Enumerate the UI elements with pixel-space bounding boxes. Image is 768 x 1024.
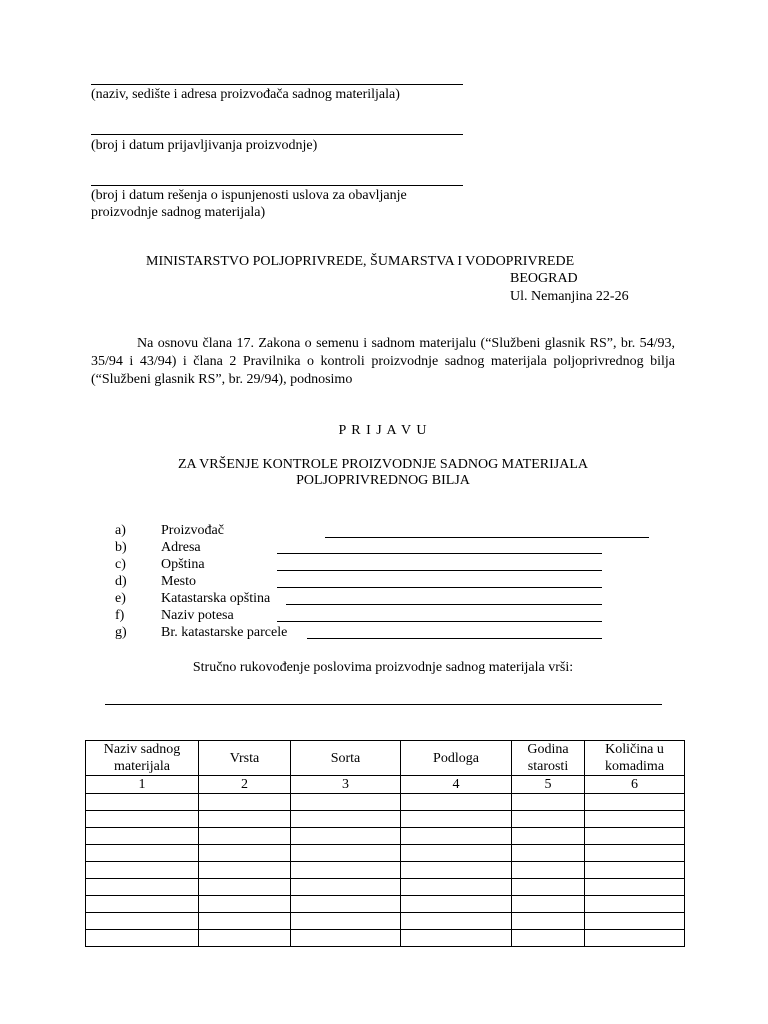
form-row-letter: d) [115, 574, 127, 589]
form-row-label: Naziv potesa [161, 608, 234, 623]
form-subtitle-line-2: POLJOPRIVREDNOG BILJA [296, 473, 470, 488]
form-row-letter: e) [115, 591, 126, 606]
table-cell[interactable] [585, 930, 685, 947]
table-row [86, 862, 685, 879]
form-row-letter: g) [115, 625, 127, 640]
col-number: 2 [199, 776, 291, 794]
table-row [86, 913, 685, 930]
table-cell[interactable] [401, 828, 512, 845]
table-cell[interactable] [585, 862, 685, 879]
table-row [86, 879, 685, 896]
table-number-row [86, 776, 685, 794]
producer-name-line[interactable] [91, 84, 463, 85]
table-cell[interactable] [401, 896, 512, 913]
table-cell[interactable] [585, 845, 685, 862]
table-cell[interactable] [86, 862, 199, 879]
table-cell[interactable] [86, 879, 199, 896]
form-row-letter: f) [115, 608, 125, 623]
form-row-letter: b) [115, 540, 127, 555]
col-header-type: Vrsta [199, 741, 291, 776]
table-cell[interactable] [585, 879, 685, 896]
form-row-address [115, 539, 615, 556]
form-subtitle-line-1: ZA VRŠENJE KONTROLE PROIZVODNJE SADNOG MATERIJALA [177, 457, 589, 472]
table-cell[interactable] [401, 845, 512, 862]
management-label: Stručno rukovođenje poslovima proizvodnje sadnog materijala vrši: [192, 660, 574, 675]
address-field-line[interactable] [277, 553, 602, 554]
col-number: 3 [291, 776, 401, 794]
table-cell[interactable] [585, 896, 685, 913]
form-row-label: Adresa [161, 540, 201, 555]
form-title: P R I J A V U [338, 423, 428, 438]
table-cell[interactable] [291, 879, 401, 896]
table-body [86, 794, 685, 947]
col-header-variety: Sorta [291, 741, 401, 776]
table-cell[interactable] [86, 828, 199, 845]
table-row [86, 828, 685, 845]
table-cell[interactable] [401, 913, 512, 930]
table-cell[interactable] [512, 845, 585, 862]
planting-material-table [85, 740, 685, 947]
form-row-letter: c) [115, 557, 126, 572]
table-cell[interactable] [585, 811, 685, 828]
table-cell[interactable] [291, 811, 401, 828]
ministry-name: MINISTARSTVO POLJOPRIVREDE, ŠUMARSTVA I VODOPRIVREDE [146, 254, 575, 269]
registration-number-line[interactable] [91, 134, 463, 135]
table-cell[interactable] [199, 913, 291, 930]
table-cell[interactable] [86, 811, 199, 828]
producer-name-caption: (naziv, sedište i adresa proizvođača sadnog materiljala) [91, 87, 400, 102]
table-cell[interactable] [401, 811, 512, 828]
decision-number-caption-line-2: proizvodnje sadnog materijala) [91, 205, 266, 220]
table-cell[interactable] [291, 913, 401, 930]
table-cell[interactable] [512, 896, 585, 913]
form-row-letter: a) [115, 523, 126, 538]
table-cell[interactable] [401, 879, 512, 896]
form-row-producer [115, 522, 655, 539]
table-cell[interactable] [585, 794, 685, 811]
table-cell[interactable] [401, 794, 512, 811]
table-cell[interactable] [86, 794, 199, 811]
table-cell[interactable] [512, 879, 585, 896]
table-cell[interactable] [585, 828, 685, 845]
table-cell[interactable] [512, 828, 585, 845]
table-cell[interactable] [199, 845, 291, 862]
table-cell[interactable] [401, 862, 512, 879]
table-row [86, 930, 685, 947]
table-cell[interactable] [199, 879, 291, 896]
table-cell[interactable] [199, 930, 291, 947]
form-row-place [115, 573, 615, 590]
form-row-label: Br. katastarske parcele [161, 625, 288, 640]
table-cell[interactable] [291, 828, 401, 845]
table-row [86, 811, 685, 828]
parcel-number-field-line[interactable] [307, 638, 602, 639]
table-cell[interactable] [199, 811, 291, 828]
table-cell[interactable] [512, 930, 585, 947]
cadastral-municipality-field-line[interactable] [286, 604, 602, 605]
form-row-label: Proizvođač [161, 523, 224, 538]
site-name-field-line[interactable] [277, 621, 602, 622]
ministry-address: Ul. Nemanjina 22-26 [510, 289, 629, 304]
table-row [86, 845, 685, 862]
table-cell[interactable] [291, 930, 401, 947]
col-header-quantity: Količina u komadima [585, 741, 685, 776]
table-cell[interactable] [512, 862, 585, 879]
table-cell[interactable] [86, 845, 199, 862]
table-cell[interactable] [199, 828, 291, 845]
decision-number-caption-line-1: (broj i datum rešenja o ispunjenosti uslova za obavljanje [91, 188, 407, 203]
form-row-site-name [115, 607, 615, 624]
table-cell[interactable] [199, 794, 291, 811]
table-cell[interactable] [86, 913, 199, 930]
intro-paragraph: Na osnovu člana 17. Zakona o semenu i sadnom materijalu (“Službeni glasnik RS”, br. 54/93, 35/94 i 43/94) i člana 2 Pravilnika o kontroli proizvodnje sadnog materijala poljoprivrednog bilja (“Službeni glasnik RS”, br. 29/94), podnosimo [91, 336, 675, 387]
table-cell[interactable] [512, 913, 585, 930]
table-cell[interactable] [585, 913, 685, 930]
table-cell[interactable] [291, 794, 401, 811]
col-number: 4 [401, 776, 512, 794]
municipality-field-line[interactable] [277, 570, 602, 571]
form-row-label: Mesto [161, 574, 196, 589]
table-cell[interactable] [291, 896, 401, 913]
table-cell[interactable] [199, 862, 291, 879]
table-cell[interactable] [512, 794, 585, 811]
form-row-label: Katastarska opština [161, 591, 271, 606]
form-row-label: Opština [161, 557, 205, 572]
registration-number-caption: (broj i datum prijavljivanja proizvodnje) [91, 138, 318, 153]
decision-number-line[interactable] [91, 185, 463, 186]
table-cell[interactable] [86, 930, 199, 947]
col-number: 1 [86, 776, 199, 794]
col-number: 6 [585, 776, 685, 794]
place-field-line[interactable] [277, 587, 602, 588]
table-row [86, 896, 685, 913]
col-header-age: Godina starosti [512, 741, 585, 776]
col-number: 5 [512, 776, 585, 794]
management-field-line[interactable] [105, 704, 662, 705]
ministry-city: BEOGRAD [510, 271, 578, 286]
table-cell[interactable] [199, 896, 291, 913]
table-cell[interactable] [86, 896, 199, 913]
form-row-cadastral-municipality [115, 590, 615, 607]
col-header-rootstock: Podloga [401, 741, 512, 776]
form-row-parcel-number [115, 624, 615, 641]
table-row [86, 794, 685, 811]
col-header-material-name: Naziv sadnog materijala [86, 741, 199, 776]
table-header-row [86, 741, 685, 776]
table-cell[interactable] [291, 845, 401, 862]
form-row-municipality [115, 556, 615, 573]
table-cell[interactable] [401, 930, 512, 947]
table-cell[interactable] [512, 811, 585, 828]
producer-field-line[interactable] [325, 537, 649, 538]
table-cell[interactable] [291, 862, 401, 879]
